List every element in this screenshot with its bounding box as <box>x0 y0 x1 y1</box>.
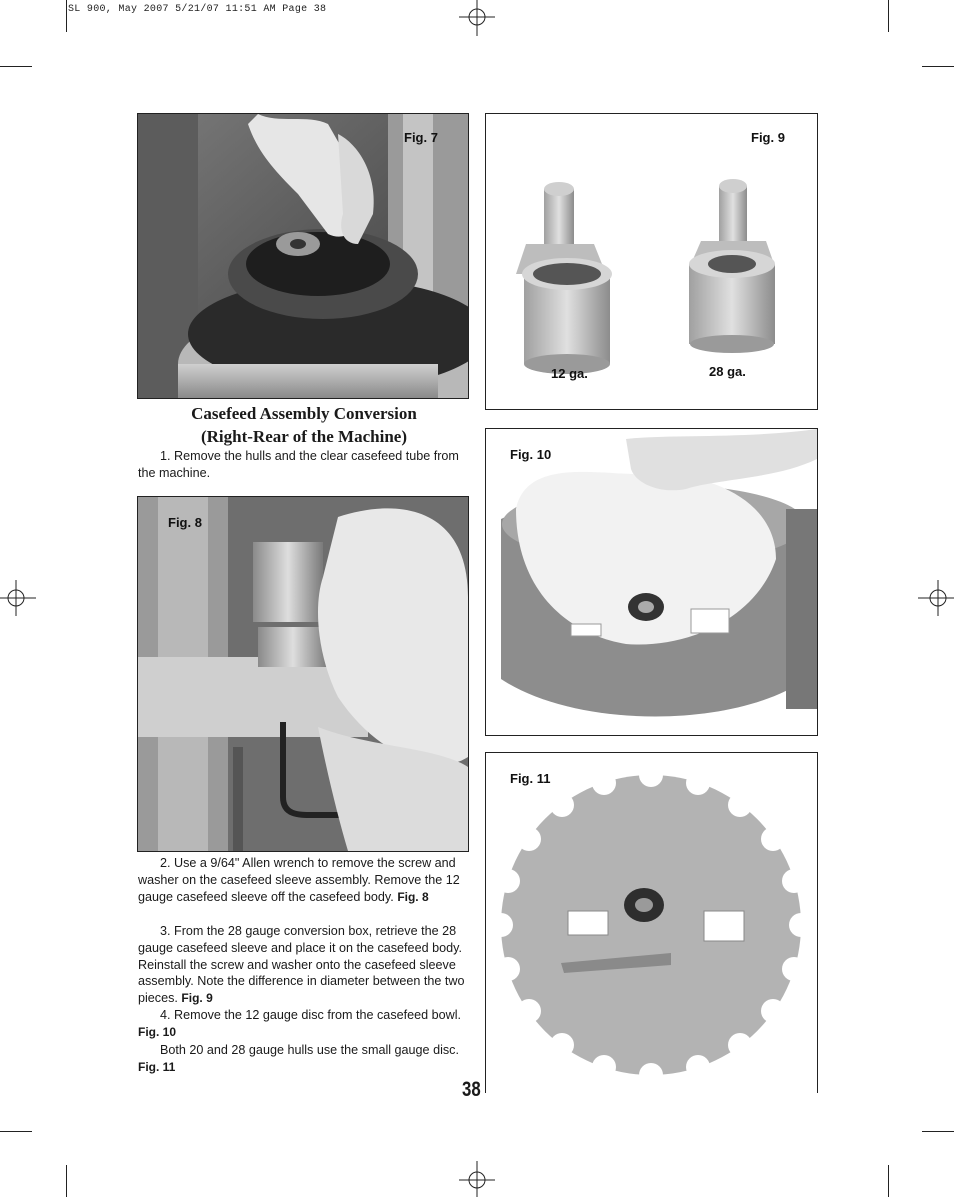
step-3-fig-ref: Fig. 9 <box>181 991 213 1006</box>
step-2-fig-ref: Fig. 8 <box>397 889 429 904</box>
step-5 <box>138 1042 470 1076</box>
step-1 <box>138 448 470 482</box>
registration-mark-left-icon <box>0 580 36 616</box>
crop-mark-top-right-h <box>922 66 954 67</box>
step-2 <box>138 855 470 905</box>
fig7-label: Fig. 7 <box>404 130 438 145</box>
fig10-casefeed-bowl-photo-icon <box>486 429 817 735</box>
crop-mark-bottom-right-v <box>888 1165 889 1197</box>
step-1-text: 1. Remove the hulls and the clear casefeed tube from the machine. <box>138 449 459 480</box>
fig7-casefeed-photo-icon <box>138 114 468 398</box>
step-4-text: 4. Remove the 12 gauge disc from the casefeed bowl. <box>160 1008 462 1022</box>
crop-mark-bottom-left-v <box>66 1165 67 1197</box>
printer-slug: SL 900, May 2007 5/21/07 11:51 AM Page 38 <box>68 4 327 15</box>
crop-mark-top-left-h <box>0 66 32 67</box>
fig9-label: Fig. 9 <box>751 130 785 145</box>
fig11-small-gauge-disc-photo-icon <box>486 753 817 1093</box>
step-2-text: 2. Use a 9/64" Allen wrench to remove the screw and washer on the casefeed sleeve assembly. Remove the 12 gauge casefeed sleeve off the casefeed body. <box>138 856 460 904</box>
fig9-sleeves-photo-icon <box>486 114 817 409</box>
step-4-fig-ref: Fig. 10 <box>138 1024 177 1039</box>
step-3-text: 3. From the 28 gauge conversion box, retrieve the 28 gauge casefeed sleeve and place it on the casefeed body. Reinstall the screw and washer onto the casefeed sleeve assembly. Note the difference in diameter between the two pieces. <box>138 924 465 1006</box>
fig11-photo <box>485 752 818 1093</box>
fig9-photo <box>485 113 818 410</box>
fig8-photo <box>137 496 469 852</box>
step-3 <box>138 923 470 1007</box>
fig11-label: Fig. 11 <box>510 771 551 786</box>
fig9-28-gauge-caption: 28 ga. <box>709 364 746 379</box>
crop-mark-bottom-left-h <box>0 1131 32 1132</box>
registration-mark-bottom-icon <box>459 1161 495 1197</box>
fig7-photo <box>137 113 469 399</box>
fig10-label: Fig. 10 <box>510 447 552 462</box>
section-heading-line2: (Right-Rear of the Machine) <box>200 427 407 446</box>
registration-mark-right-icon <box>918 580 954 616</box>
step-5-text: Both 20 and 28 gauge hulls use the small gauge disc. <box>160 1043 459 1057</box>
section-heading-line1: Casefeed Assembly Conversion <box>191 404 417 423</box>
step-5-fig-ref: Fig. 11 <box>138 1059 176 1074</box>
crop-mark-top-left-v <box>66 0 67 32</box>
page-number: 38 <box>462 1078 481 1101</box>
step-4 <box>138 1007 470 1041</box>
registration-mark-top-icon <box>459 0 495 36</box>
fig9-12-gauge-caption: 12 ga. <box>551 366 588 381</box>
fig8-allen-wrench-photo-icon <box>138 497 468 851</box>
crop-mark-bottom-right-h <box>922 1131 954 1132</box>
fig8-label: Fig. 8 <box>168 515 202 530</box>
fig10-photo <box>485 428 818 736</box>
crop-mark-top-right-v <box>888 0 889 32</box>
section-heading <box>138 402 470 448</box>
